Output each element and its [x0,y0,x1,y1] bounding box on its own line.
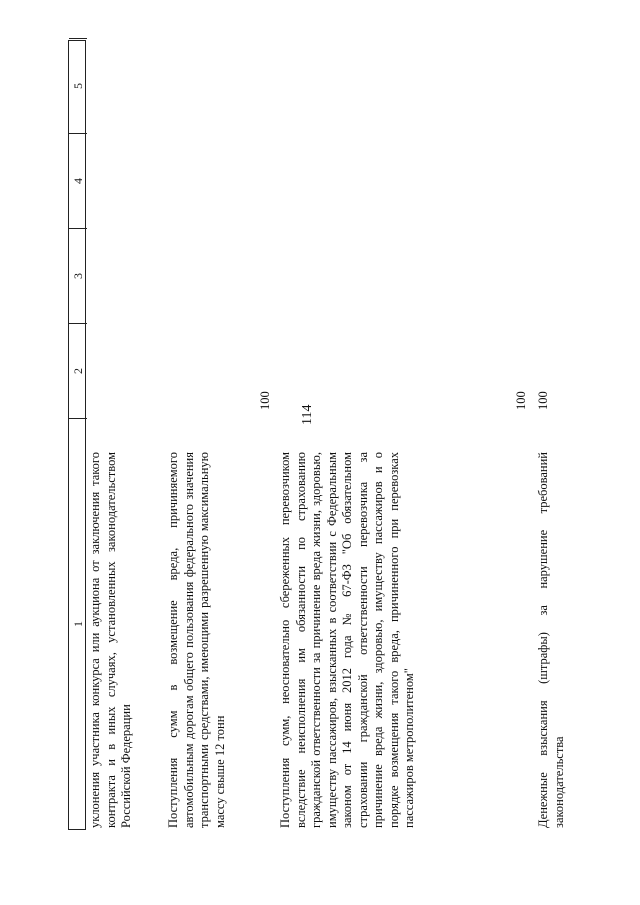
row-description: уклонения участника конкурса или аукциона от заключения такого контракта и в иных случаях, установленных законодательством Российской Федерации [88,452,133,828]
rotated-table [68,40,588,830]
row-value: 100 [514,391,528,410]
column-header-3: 3 [69,229,87,324]
column-header-6 [69,0,87,39]
column-header-1: 1 [70,621,85,627]
row-description: Денежные взыскания (штрафы) за нарушение требований законодательства [536,452,566,828]
page-number: 114 [300,404,315,425]
row-value: 100 [536,391,550,410]
column-header-4: 4 [69,134,87,229]
table-header-row [68,40,86,830]
row-description: Поступления сумм, неосновательно сбереженных перевозчиком вследствие неисполнения им обязанности по страхованию гражданской ответственности за причинение вреда жизни, здоровью, имуществу пассажиров, взысканных в соответствии с Федеральным законом от 14 июня 2012 года № 67-ФЗ "Об обязательном страховании гражданской ответственности перевозчика за причинение вреда жизни, здоровью, имуществу пассажиров и о порядке возмещения такого вреда, причиненного при перевозках пассажиров метрополитеном" [278,452,416,828]
column-header-5: 5 [69,39,87,134]
row-description: Поступления сумм в возмещение вреда, причиняемого автомобильным дорогам общего пользования федерального значения транспортными средствами, имеющими разрешенную максимальную массу свыше 12 тонн [166,452,227,828]
row-value: 100 [258,391,272,410]
column-header-2: 2 [69,324,87,419]
